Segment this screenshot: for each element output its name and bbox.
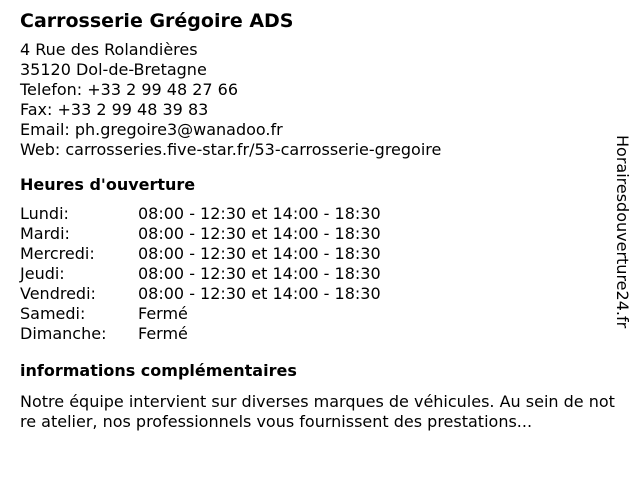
day-label: Jeudi: — [20, 264, 65, 283]
website-link[interactable]: Web: carrosseries.five-star.fr/53-carrosserie-gregoire — [20, 140, 442, 159]
day-label: Lundi: — [20, 204, 69, 223]
hours-row-monday — [20, 204, 620, 224]
info-description: Notre équipe intervient sur diverses marques de véhicules. Au sein de notre atelier, nos professionnels vous fournissent des prestations... — [20, 392, 615, 431]
day-label: Mercredi: — [20, 244, 95, 263]
address-city: 35120 Dol-de-Bretagne — [20, 60, 207, 79]
day-hours: 08:00 - 12:30 et 14:00 - 18:30 — [138, 244, 381, 263]
day-hours: 08:00 - 12:30 et 14:00 - 18:30 — [138, 284, 381, 303]
day-hours: Fermé — [138, 324, 188, 343]
business-name: Carrosserie Grégoire ADS — [20, 10, 294, 32]
fax-number: Fax: +33 2 99 48 39 83 — [20, 100, 209, 119]
contact-block — [20, 40, 620, 160]
hours-row-friday — [20, 284, 620, 304]
site-watermark: Horairesdouverture24.fr — [613, 135, 632, 329]
hours-row-sunday — [20, 324, 620, 344]
email-address[interactable]: Email: ph.gregoire3@wanadoo.fr — [20, 120, 283, 139]
day-hours: 08:00 - 12:30 et 14:00 - 18:30 — [138, 224, 381, 243]
address-street: 4 Rue des Rolandières — [20, 40, 198, 59]
hours-table — [20, 204, 620, 344]
business-card — [20, 8, 620, 432]
day-hours: 08:00 - 12:30 et 14:00 - 18:30 — [138, 204, 381, 223]
info-heading: informations complémentaires — [20, 361, 297, 380]
day-label: Samedi: — [20, 304, 86, 323]
hours-heading: Heures d'ouverture — [20, 175, 196, 194]
hours-row-tuesday — [20, 224, 620, 244]
day-hours: 08:00 - 12:30 et 14:00 - 18:30 — [138, 264, 381, 283]
hours-row-thursday — [20, 264, 620, 284]
day-label: Vendredi: — [20, 284, 96, 303]
day-hours: Fermé — [138, 304, 188, 323]
day-label: Mardi: — [20, 224, 70, 243]
hours-row-wednesday — [20, 244, 620, 264]
hours-row-saturday — [20, 304, 620, 324]
phone-number[interactable]: Telefon: +33 2 99 48 27 66 — [20, 80, 239, 99]
day-label: Dimanche: — [20, 324, 107, 343]
